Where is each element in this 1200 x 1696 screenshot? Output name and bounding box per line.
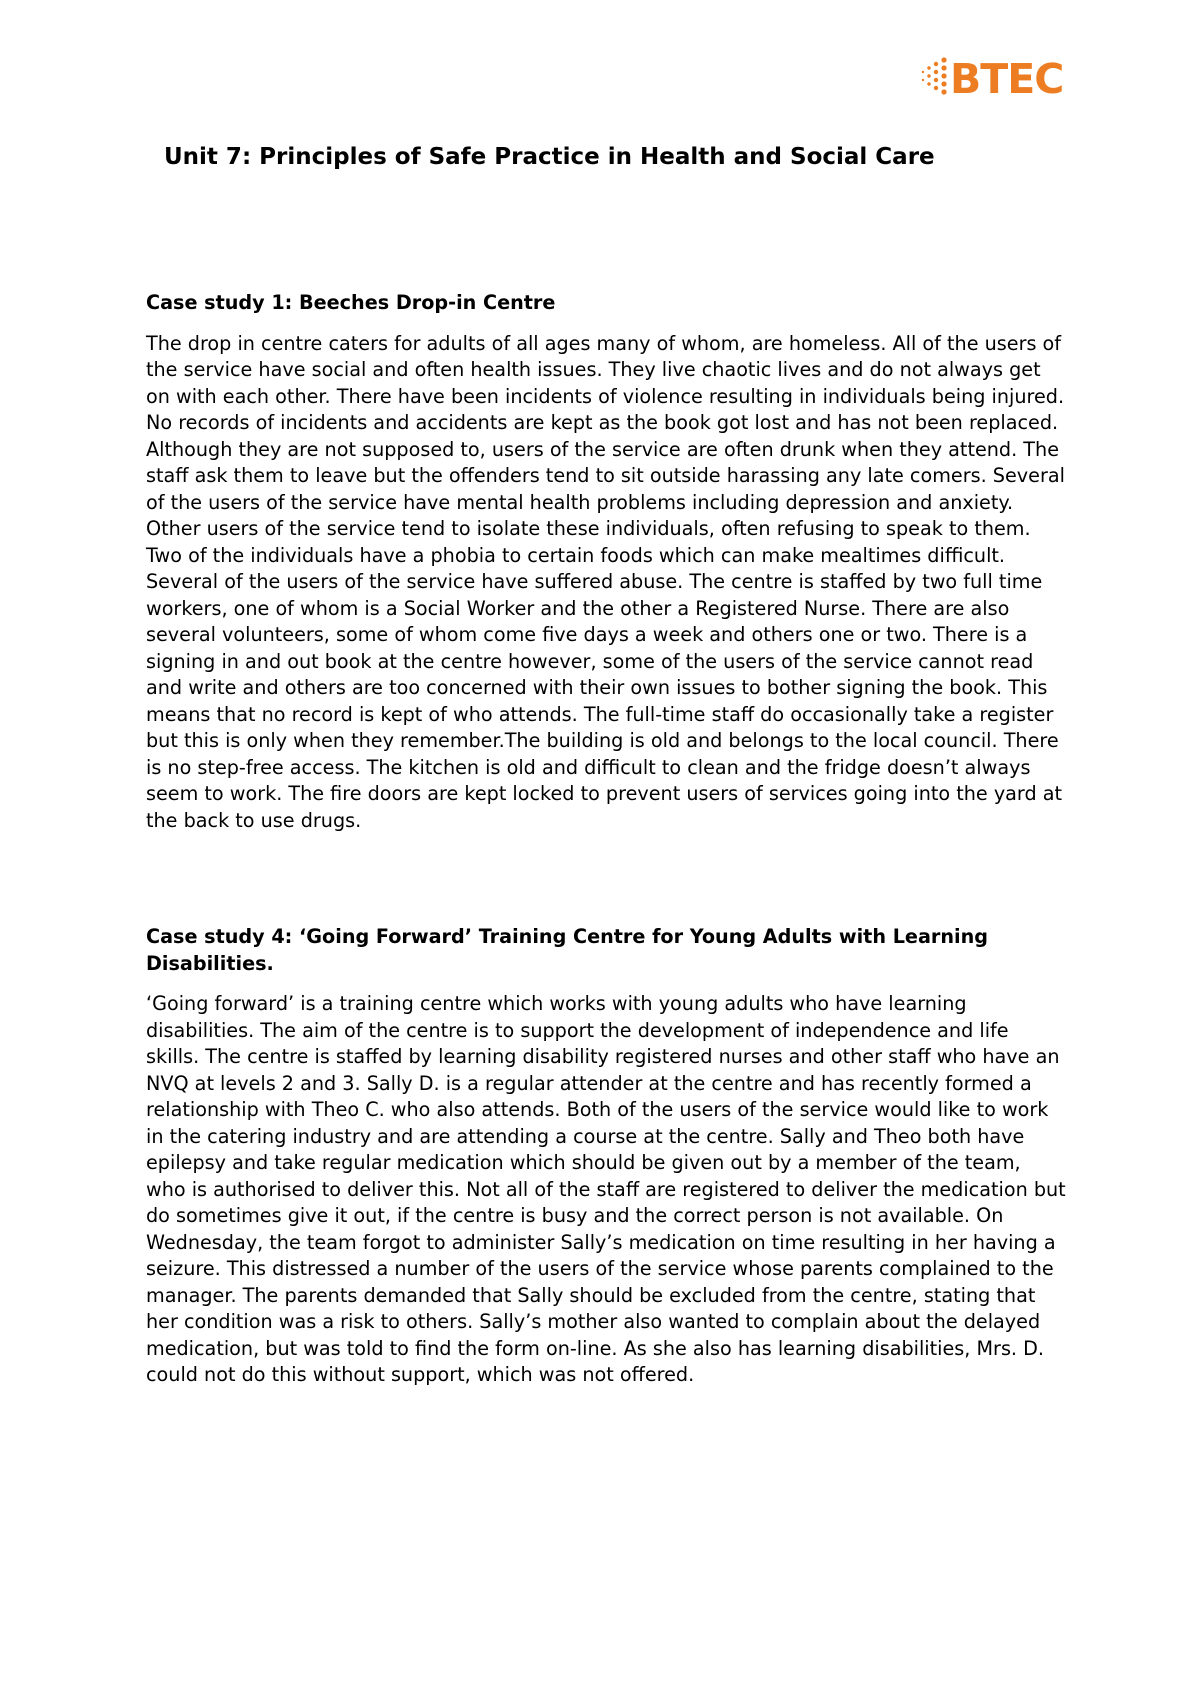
btec-logo	[918, 52, 1068, 106]
logo-text: BTEC	[950, 54, 1064, 103]
case-study-body: The drop in centre caters for adults of all ages many of whom, are homeless. All of the users of the service have social and often health issues. They live chaotic lives and do not always get on with each other. There have been incidents of violence resulting in individuals being injured. No records of incidents and accidents are kept as the book got lost and has not been replaced. Although they are not supposed to, users of the service are often drunk when they attend. The staff ask them to leave but the offenders tend to sit outside harassing any late comers. Several of the users of the service have mental health problems including depression and anxiety. Other users of the service tend to isolate these individuals, often refusing to speak to them. Two of the individuals have a phobia to certain foods which can make mealtimes difficult. Several of the users of the service have suffered abuse. The centre is staffed by two full time workers, one of whom is a Social Worker and the other a Registered Nurse. There are also several volunteers, some of whom come five days a week and others one or two. There is a signing in and out book at the centre however, some of the users of the service cannot read and write and others are too concerned with their own issues to bother signing the book. This means that no record is kept of who attends. The full-time staff do occasionally take a register but this is only when they remember.The building is old and belongs to the local council. There is no step-free access. The kitchen is old and difficult to clean and the fridge doesn’t always seem to work. The fire doors are kept locked to prevent users of services going into the yard at the back to use drugs.	[146, 331, 1065, 832]
case-study-section	[146, 290, 1066, 834]
case-study-body: ‘Going forward’ is a training centre which works with young adults who have learning disabilities. The aim of the centre is to support the development of independence and life skills. The centre is staffed by learning disability registered nurses and other staff who have an NVQ at levels 2 and 3. Sally D. is a regular attender at the centre and has recently formed a relationship with Theo C. who also attends. Both of the users of the service would like to work in the catering industry and are attending a course at the centre. Sally and Theo both have epilepsy and take regular medication which should be given out by a member of the team, who is authorised to deliver this. Not all of the staff are registered to deliver the medication but do sometimes give it out, if the centre is busy and the correct person is not available. On Wednesday, the team forgot to administer Sally’s medication on time resulting in her having a seizure. This distressed a number of the users of the service whose parents complained to the manager. The parents demanded that Sally should be excluded from the centre, stating that her condition was a risk to others. Sally’s mother also wanted to complain about the delayed medication, but was told to find the form on-line. As she also has learning disabilities, Mrs. D. could not do this without support, which was not offered.	[146, 992, 1066, 1386]
logo-dots-icon	[918, 55, 948, 103]
case-study-section	[146, 924, 1066, 1389]
case-study-heading: Case study 4: ‘Going Forward’ Training Centre for Young Adults with Learning Disabilities.	[146, 925, 988, 975]
page-title: Unit 7: Principles of Safe Practice in Health and Social Care	[164, 144, 935, 170]
case-study-heading: Case study 1: Beeches Drop-in Centre	[146, 291, 556, 314]
